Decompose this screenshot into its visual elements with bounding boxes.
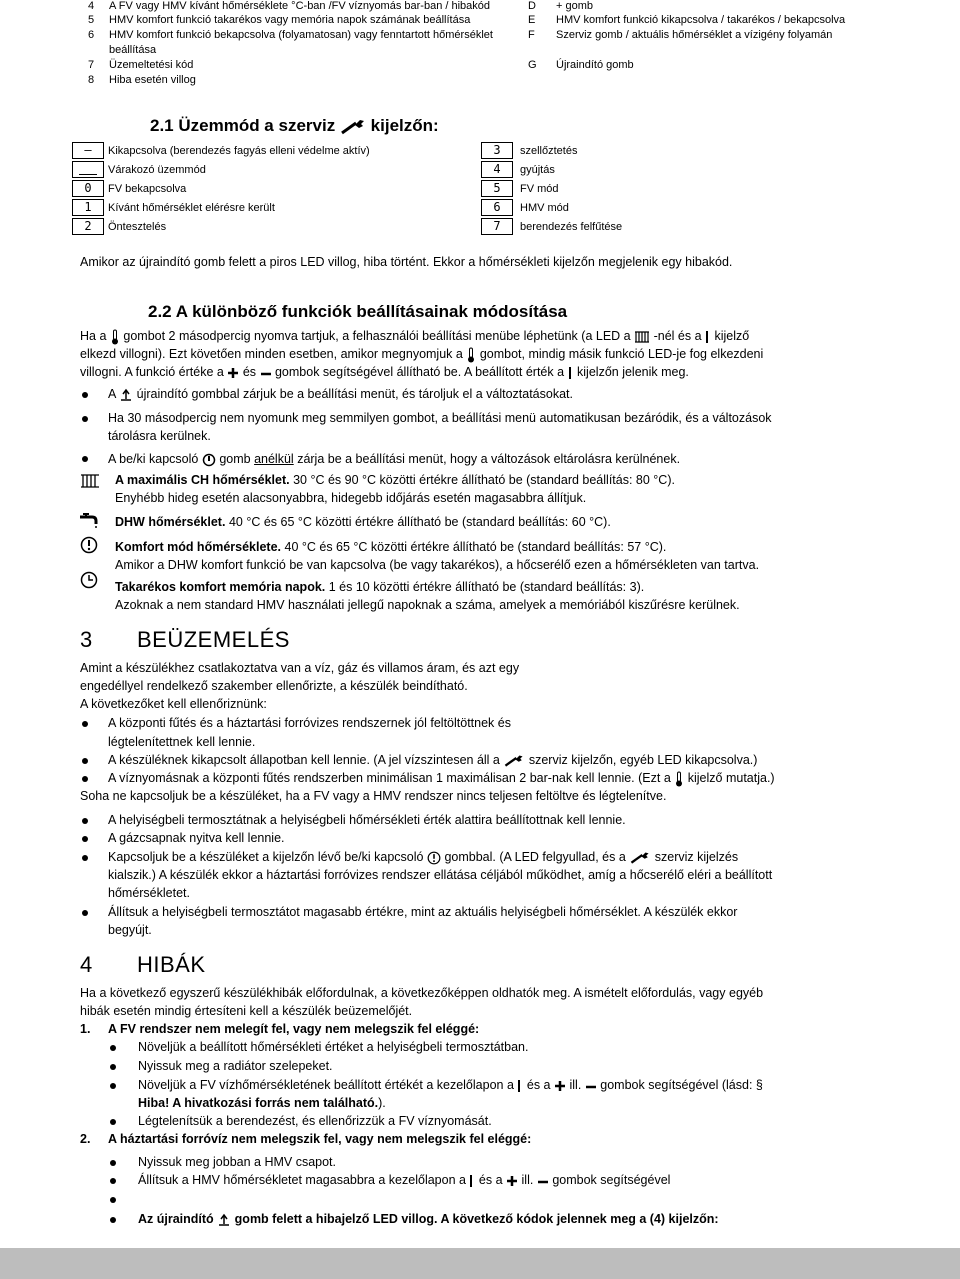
thermometer-icon: [466, 347, 476, 363]
list-item: A központi fűtés és a háztartási forróvizes rendszernek jól feltöltöttnek és: [108, 716, 511, 730]
list-item: hőmérsékletet.: [108, 886, 190, 900]
list-item: Nyissuk meg a radiátor szelepeket.: [138, 1059, 333, 1073]
list-item: A újraindító gombbal zárjuk be a beállítási menüt, és tároljuk el a változtatásokat.: [108, 387, 573, 401]
display-icon: [568, 365, 574, 381]
legend-text: A FV vagy HMV kívánt hőmérséklete °C-ban /FV víznyomás bar-ban / hibakód: [109, 0, 491, 12]
bullet: [82, 392, 88, 398]
list-item: tárolásra kerülnek.: [108, 429, 211, 443]
list-item: begyújt.: [108, 923, 152, 937]
wrench-icon: [503, 754, 525, 768]
bullet: [110, 1083, 116, 1089]
seven-seg-code: 7: [481, 218, 513, 235]
paragraph-line: Ha a gombot 2 másodpercig nyomva tartjuk, a felhasználói beállítási menübe léphetünk (a LED a -nél és a kijelző: [80, 329, 750, 343]
reset-icon: [119, 388, 133, 402]
list-item: Állítsuk a HMV hőmérsékletet magasabbra a kezelőlapon a és a ill. gombok segítségével: [138, 1173, 671, 1187]
paragraph-line: elkezd villogni). Ezt követően minden esetben, amikor megnyomjuk a gombot, mindig másik funkció LED-je fog elkezdeni: [80, 347, 764, 361]
plus-icon: [227, 367, 239, 379]
paragraph-line: hibák esetén mindig értesíteni kell a készülék beüzemelőjét.: [80, 1004, 413, 1018]
bullet: [82, 721, 88, 727]
minus-icon: [585, 1080, 597, 1092]
bullet: [110, 1217, 116, 1223]
list-item: Légtelenítsük a berendezést, és ellenőrizzük a FV víznyomását.: [138, 1114, 492, 1128]
plus-icon: [506, 1175, 518, 1187]
legend-item: 4: [88, 0, 95, 12]
bullet: [110, 1160, 116, 1166]
legend-item: G: [528, 59, 537, 71]
power-icon: [202, 453, 216, 467]
legend-item: 6: [88, 29, 95, 41]
section-3-heading: BEÜZEMELÉS: [137, 627, 290, 652]
radiator-icon: [634, 330, 650, 344]
list-item: A be/ki kapcsoló gomb anélkül zárja be a beállítási menüt, hogy a változások eltárolásra kerülnének.: [108, 452, 681, 466]
legend-text: Szerviz gomb / aktuális hőmérséklet a vízigény folyamán: [556, 29, 833, 41]
numbered-item-number: 2.: [80, 1132, 91, 1146]
seven-seg-code: 5: [481, 180, 513, 197]
legend-text: HMV komfort funkció kikapcsolva / takarékos / bekapcsolva: [556, 14, 846, 26]
legend-text: Hiba esetén villog: [109, 74, 196, 86]
legend-text: HMV komfort funkció bekapcsolva (folyamatosan) vagy fenntartott hőmérséklet: [109, 29, 493, 41]
page-footer-bar: [0, 1248, 960, 1279]
numbered-item-heading: A háztartási forróvíz nem melegszik fel, vagy nem melegszik fel eléggé:: [108, 1132, 532, 1146]
numbered-item-number: 1.: [80, 1022, 91, 1036]
list-item: A gázcsapnak nyitva kell lennie.: [108, 831, 285, 845]
seven-seg-code: [72, 161, 104, 178]
legend-item: 5: [88, 14, 95, 26]
minus-icon: [260, 367, 272, 379]
thermometer-icon: [674, 771, 684, 787]
faucet-icon: [78, 512, 100, 528]
list-item: Kapcsoljuk be a készüléket a kijelzőn lévő be/ki kapcsoló gombbal. (A LED felgyullad, és a szerviz kijelzés: [108, 850, 739, 864]
seven-seg-code: 3: [481, 142, 513, 159]
list-item: A helyiségbeli termosztátnak a helyiségbeli hőmérsékleti érték alattira beállítottnak kell lennie.: [108, 813, 626, 827]
mode-desc: berendezés felfűtése: [520, 221, 623, 233]
plus-icon: [554, 1080, 566, 1092]
list-item: kialszik.) A készülék ekkor a háztartási forróvizes rendszer ellátása céljából működhet, amíg a hőcserélő eléri a beállított: [108, 868, 773, 882]
mode-desc: Kívánt hőmérséklet elérésre került: [108, 202, 275, 214]
mode-desc: HMV mód: [520, 202, 569, 214]
seven-seg-code: 1: [72, 199, 104, 216]
legend-item: 7: [88, 59, 95, 71]
bullet: [82, 456, 88, 462]
bullet: [110, 1178, 116, 1184]
paragraph-line: Amint a készülékhez csatlakoztatva van a víz, gáz és villamos áram, és azt egy: [80, 661, 520, 675]
error-note: Amikor az újraindító gomb felett a piros LED villog, hiba történt. Ekkor a hőmérsékleti kijelzőn megjelenik egy hibakód.: [80, 255, 733, 269]
setting-ch-note: Enyhébb hideg esetén alacsonyabbra, hidegebb időjárás esetén magasabbra állítjuk.: [115, 491, 587, 505]
paragraph-line: engedéllyel rendelkező szakember ellenőrizte, a készülék beindítható.: [80, 679, 468, 693]
section-4-number: 4: [80, 952, 93, 977]
bullet: [82, 818, 88, 824]
display-icon: [469, 1173, 475, 1189]
bullet: [82, 758, 88, 764]
list-item: légtelenítettnek kell lennie.: [108, 735, 256, 749]
clock-icon: [80, 571, 98, 589]
radiator-icon: [80, 473, 100, 489]
list-item: Nyissuk meg jobban a HMV csapot.: [138, 1155, 337, 1169]
seven-seg-code: 4: [481, 161, 513, 178]
bullet: [82, 416, 88, 422]
legend-text: + gomb: [556, 0, 593, 12]
setting-memory-days: Takarékos komfort memória napok. 1 és 10 közötti értékre állítható be (standard beállítás: 3).: [115, 580, 645, 594]
mode-desc: Öntesztelés: [108, 221, 167, 233]
comfort-icon: [427, 851, 441, 865]
section-2-1-heading: 2.1 Üzemmód a szerviz kijelzőn:: [150, 116, 439, 135]
list-item: A víznyomásnak a központi fűtés rendszerben minimálisan 1 maximálisan 2 bar-nak kell lennie. (Ezt a kijelző mutatja.): [108, 771, 775, 785]
numbered-item-heading: A FV rendszer nem melegít fel, vagy nem melegszik fel eléggé:: [108, 1022, 480, 1036]
bullet: [82, 910, 88, 916]
legend-text: Újraindító gomb: [556, 59, 634, 71]
wrench-icon: [340, 118, 366, 136]
reset-icon: [217, 1213, 231, 1227]
paragraph-line: A következőket kell ellenőriznünk:: [80, 697, 267, 711]
mode-desc: szellőztetés: [520, 145, 578, 157]
minus-icon: [537, 1175, 549, 1187]
bullet: [82, 836, 88, 842]
section-2-2-heading: 2.2 A különböző funkciók beállításainak módosítása: [148, 302, 568, 321]
setting-dhw-temp: DHW hőmérséklet. 40 °C és 65 °C közötti értékre állítható be (standard beállítás: 60 °C).: [115, 515, 611, 529]
section-4-heading: HIBÁK: [137, 952, 206, 977]
paragraph-line: Soha ne kapcsoljuk be a készüléket, ha a FV vagy a HMV rendszer nincs teljesen feltöltve és légtelenítve.: [80, 789, 667, 803]
list-item: Növeljük a FV vízhőmérsékletének beállított értékét a kezelőlapon a és a ill. gombok segítségével (lásd: §: [138, 1078, 763, 1092]
seven-seg-code: —: [72, 142, 104, 159]
display-icon: [705, 329, 711, 345]
bullet: [110, 1119, 116, 1125]
legend-item: 8: [88, 74, 95, 86]
comfort-icon: [80, 536, 98, 554]
setting-comfort-note: Amikor a DHW komfort funkció be van kapcsolva (be vagy takarékos), a hőcserélő ezen a hőmérsékleten van tartva.: [115, 558, 760, 572]
mode-desc: gyújtás: [520, 164, 555, 176]
seven-seg-code: 2: [72, 218, 104, 235]
list-item: Növeljük a beállított hőmérsékleti értéket a helyiségbeli termosztátban.: [138, 1040, 529, 1054]
wrench-icon: [629, 851, 651, 865]
list-item: Ha 30 másodpercig nem nyomunk meg semmilyen gombot, a beállítási menü automatikusan bezáródik, és a változások: [108, 411, 772, 425]
bullet: [110, 1045, 116, 1051]
bullet: [82, 855, 88, 861]
setting-ch-temp: A maximális CH hőmérséklet. 30 °C és 90 °C közötti értékre állítható be (standard beállítás: 80 °C).: [115, 473, 675, 487]
mode-desc: Kikapcsolva (berendezés fagyás elleni védelme aktív): [108, 145, 370, 157]
setting-comfort-temp: Komfort mód hőmérséklete. 40 °C és 65 °C közötti értékre állítható be (standard beállítás: 57 °C).: [115, 540, 667, 554]
paragraph-line: Ha a következő egyszerű készülékhibák előfordulnak, a következőképpen oldhatók meg. A ismételt előfordulás, vagy egyéb: [80, 986, 764, 1000]
legend-text: HMV komfort funkció takarékos vagy memória napok számának beállítása: [109, 14, 471, 26]
list-item: A készüléknek kikapcsolt állapotban kell lennie. (A jel vízszintesen áll a szerviz kijelzőn, egyéb LED kikapcsolva.): [108, 753, 758, 767]
legend-item: D: [528, 0, 536, 12]
display-icon: [517, 1078, 523, 1094]
section-3-number: 3: [80, 627, 93, 652]
mode-desc: FV mód: [520, 183, 559, 195]
list-item: Az újraindító gomb felett a hibajelző LED villog. A következő kódok jelennek meg a (4) kijelzőn:: [138, 1212, 719, 1226]
bullet: [82, 776, 88, 782]
mode-desc: Várakozó üzemmód: [108, 164, 206, 176]
bullet: [110, 1197, 116, 1203]
legend-text: Üzemeltetési kód: [109, 59, 194, 71]
setting-memory-note: Azoknak a nem standard HMV használati jellegű napoknak a száma, amelyek a memóriából kiszűrésre kerülnek.: [115, 598, 740, 612]
seven-seg-code: 6: [481, 199, 513, 216]
list-item: Állítsuk a helyiségbeli termosztátot magasabb értékre, mint az aktuális helyiségbeli hőmérséklet. A készülék ekkor: [108, 905, 738, 919]
mode-desc: FV bekapcsolva: [108, 183, 187, 195]
legend-item: F: [528, 29, 535, 41]
list-item: Hiba! A hivatkozási forrás nem található.).: [138, 1096, 386, 1110]
bullet: [110, 1064, 116, 1070]
seven-seg-code: 0: [72, 180, 104, 197]
thermometer-icon: [110, 329, 120, 345]
legend-item: E: [528, 14, 536, 26]
paragraph-line: villogni. A funkció értéke a és gombok segítségével állítható be. A beállított érték a kijelzőn jelenik meg.: [80, 365, 689, 379]
legend-text: beállítása: [109, 44, 157, 56]
